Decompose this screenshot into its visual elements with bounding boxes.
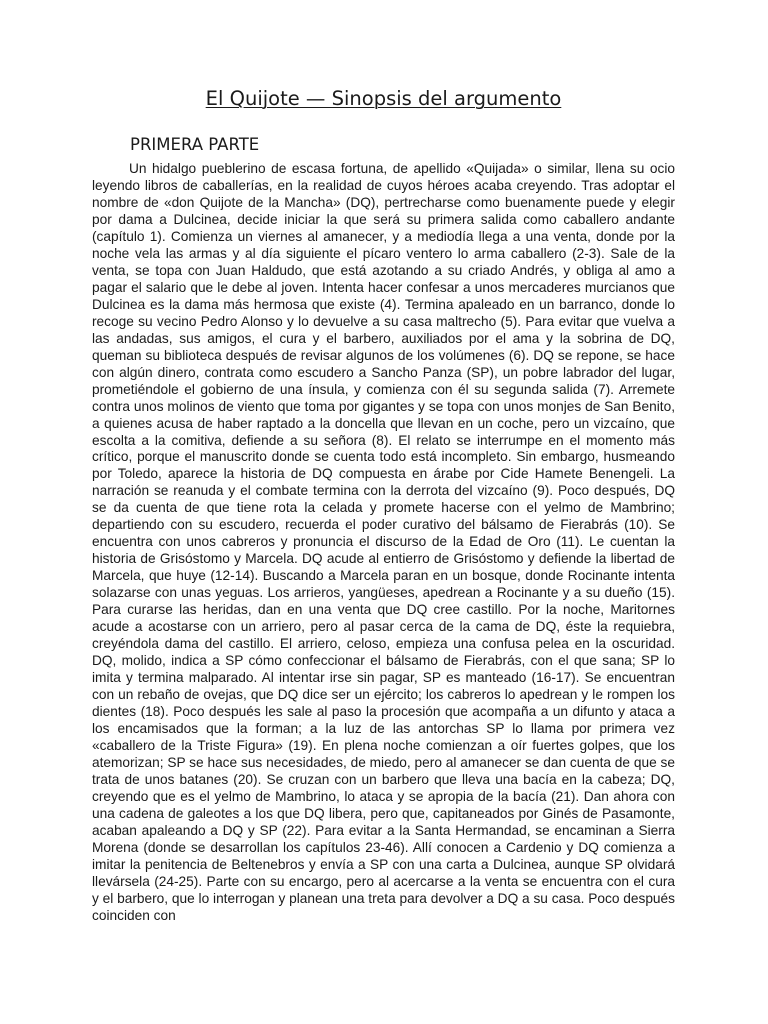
synopsis-paragraph: Un hidalgo pueblerino de escasa fortuna, de apellido «Quijada» o similar, llena su ocio leyendo libros de caballerías, en la realidad de cuyos héroes acaba creyendo. Tras adoptar el nombre de «don Quijote de la Mancha» (DQ), pertrecharse como buenamente puede y elegir por dama a Dulcinea, decide iniciar la que será su primera salida como caballero andante (capítulo 1). Comienza un viernes al amanecer, y a mediodía llega a una venta, donde por la noche vela las armas y al día siguiente el pícaro ventero lo arma caballero (2-3). Sale de la venta, se topa con Juan Haldudo, que está azotando a su criado Andrés, y obliga al amo a pagar el salario que le debe al joven. Intenta hacer confesar a unos mercaderes murcianos que Dulcinea es la dama más hermosa que existe (4). Termina apaleado en un barranco, donde lo recoge su vecino Pedro Alonso y lo devuelve a su casa maltrecho (5). Para evitar que vuelva a las andadas, sus amigos, el cura y el barbero, auxiliados por el ama y la sobrina de DQ, queman su biblioteca después de revisar algunos de los volúmenes (6). DQ se repone, se hace con algún dinero, contrata como escudero a Sancho Panza (SP), un pobre labrador del lugar, prometiéndole el gobierno de una ínsula, y comienza con él su segunda salida (7). Arremete contra unos molinos de viento que toma por gigantes y se topa con unos monjes de San Benito, a quienes acusa de haber raptado a la doncella que llevan en un coche, pero un vizcaíno, que escolta a la comitiva, defiende a su señora (8). El relato se interrumpe en el momento más crítico, porque el manuscrito donde se cuenta todo está incompleto. Sin embargo, husmeando por Toledo, aparece la historia de DQ compuesta en árabe por Cide Hamete Benengeli. La narración se reanuda y el combate termina con la derrota del vizcaíno (9). Poco después, DQ se da cuenta de que tiene rota la celada y promete hacerse con el yelmo de Mambrino; departiendo con su escudero, recuerda el poder curativo del bálsamo de Fierabrás (10). Se encuentra con unos cabreros y pronuncia el discurso de la Edad de Oro (11). Le cuentan la historia de Grisóstomo y Marcela. DQ acude al entierro de Grisóstomo y defiende la libertad de Marcela, que huye (12-14). Buscando a Marcela paran en un bosque, donde Rocinante intenta solazarse con unas yeguas. Los arrieros, yangüeses, apedrean a Rocinante y a su dueño (15). Para curarse las heridas, dan en una venta que DQ cree castillo. Por la noche, Maritornes acude a acostarse con un arriero, pero al pasar cerca de la cama de DQ, éste la requiebra, creyéndola dama del castillo. El arriero, celoso, empieza una confusa pelea en la oscuridad. DQ, molido, indica a SP cómo confeccionar el bálsamo de Fierabrás, con el que sana; SP lo imita y termina malparado. Al intentar irse sin pagar, SP es manteado (16-17). Se encuentran con un rebaño de ovejas, que DQ dice ser un ejército; los cabreros lo apedrean y le rompen los dientes (18). Poco después les sale al paso la procesión que acompaña a un difunto y ataca a los encamisados que la forman; a la luz de las antorchas SP lo llama por primera vez «caballero de la Triste Figura» (19). En plena noche comienzan a oír fuertes golpes, que los atemorizan; SP se hace sus necesidades, de miedo, pero al amanecer se dan cuenta de que se trata de unos batanes (20). Se cruzan con un barbero que lleva una bacía en la cabeza; DQ, creyendo que es el yelmo de Mambrino, lo ataca y se apropia de la bacía (21). Dan ahora con una cadena de galeotes a los que DQ libera, pero que, capitaneados por Ginés de Pasamonte, acaban apaleando a DQ y SP (22). Para evitar a la Santa Hermandad, se encaminan a Sierra Morena (donde se desarrollan los capítulos 23-46). Allí conocen a Cardenio y DQ comienza a imitar la penitencia de Beltenebros y envía a SP con una carta a Dulcinea, aunque SP olvidará llevársela (24-25). Parte con su encargo, pero al acercarse a la venta se encuentra con el cura y el barbero, que lo interrogan y planean una treta para devolver a DQ a su casa. Poco después coinciden con (92, 161, 675, 923)
document-page (92, 86, 675, 925)
document-title: El Quijote — Sinopsis del argumento (205, 87, 562, 110)
section-heading: PRIMERA PARTE (130, 135, 260, 154)
